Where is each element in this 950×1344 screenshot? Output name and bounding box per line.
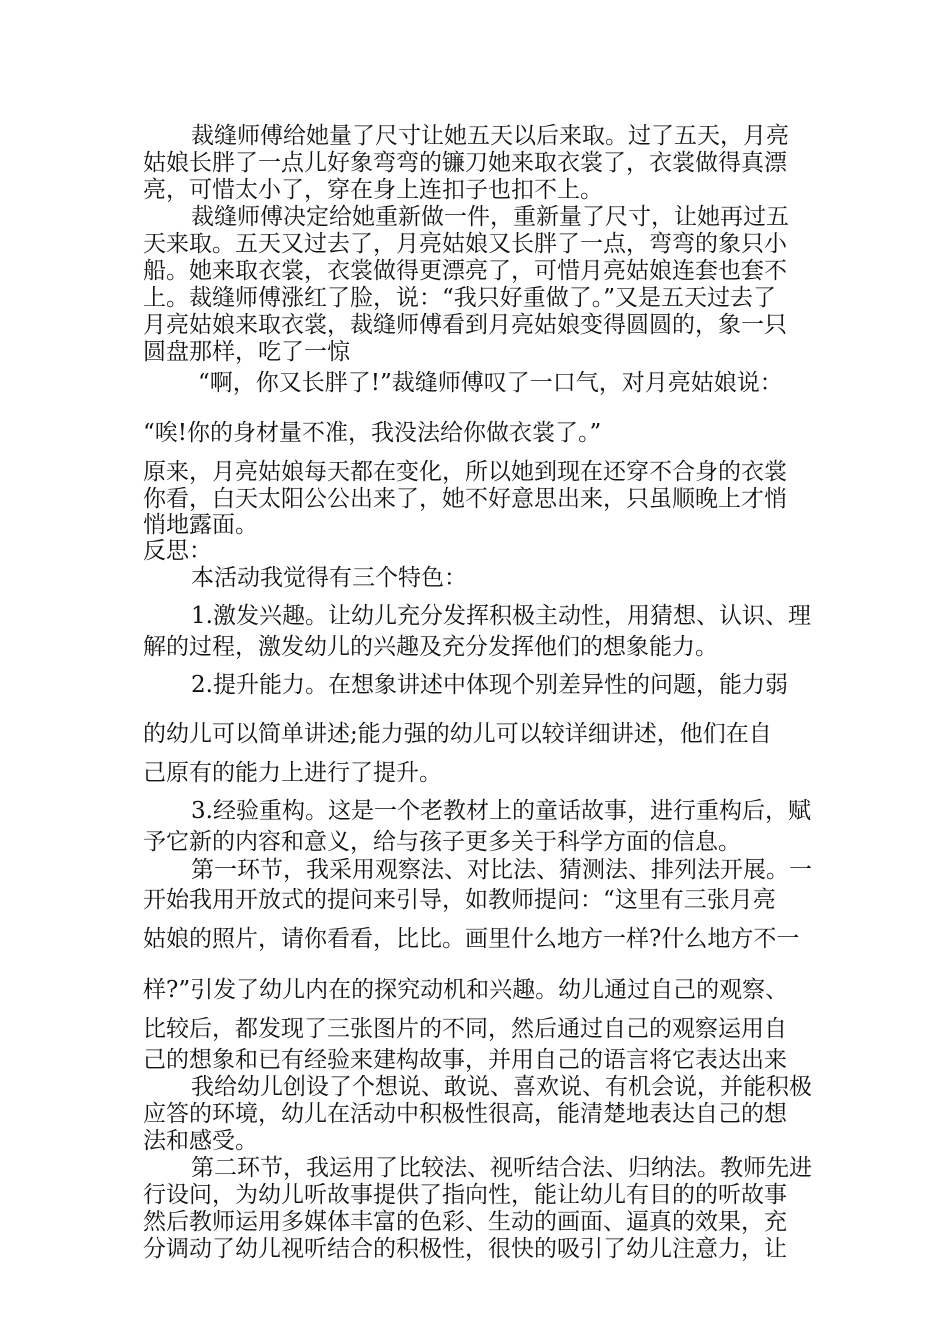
text-line: 己的想象和已有经验来建构故事，并用自己的语言将它表达出来	[143, 1047, 787, 1073]
text-line: 己原有的能力上进行了提升。	[143, 760, 442, 786]
text-line: 解的过程，激发幼儿的兴趣及充分发挥他们的想象能力。	[143, 634, 718, 660]
text-line: 姑娘长胖了一点儿好象弯弯的镰刀她来取衣裳了，衣裳做得真漂	[143, 150, 787, 176]
text-line: 原来，月亮姑娘每天都在变化，所以她到现在还穿不合身的衣裳	[143, 459, 787, 485]
text-line: 圆盘那样，吃了一惊	[143, 339, 350, 365]
text-line: 我给幼儿创设了个想说、敢说、喜欢说、有机会说，并能积极	[191, 1074, 812, 1100]
text-line: “唉!你的身材量不准，我没法给你做衣裳了。”	[143, 420, 602, 446]
text-line: 1.激发兴趣。让幼儿充分发挥积极主动性，用猜想、认识、理	[191, 603, 811, 629]
text-line: 月亮姑娘来取衣裳，裁缝师傅看到月亮姑娘变得圆圆的，象一只	[143, 312, 787, 338]
text-line: 予它新的内容和意义，给与孩子更多关于科学方面的信息。	[143, 829, 741, 855]
text-line: 裁缝师傅决定给她重新做一件，重新量了尺寸，让她再过五	[191, 204, 789, 230]
text-line: 样?”引发了幼儿内在的探究动机和兴趣。幼儿通过自己的观察、	[143, 977, 789, 1003]
text-line: 姑娘的照片，请你看看，比比。画里什么地方一样?什么地方不一	[143, 926, 800, 952]
text-line: 亮，可惜太小了，穿在身上连扣子也扣不上。	[143, 177, 603, 203]
text-line: 行设问，为幼儿听故事提供了指向性，能让幼儿有目的的听故事	[143, 1182, 787, 1208]
text-line: 2.提升能力。在想象讲述中体现个别差异性的问题，能力弱	[191, 672, 788, 698]
text-line: 的幼儿可以简单讲述;能力强的幼儿可以较详细讲述，他们在自	[143, 721, 772, 747]
text-line: 你看，白天太阳公公出来了，她不好意思出来，只虽顺晚上才悄	[143, 486, 787, 512]
text-line: 第二环节，我运用了比较法、视听结合法、归纳法。教师先进	[191, 1155, 812, 1181]
text-line: 第一环节，我采用观察法、对比法、猜测法、排列法开展。一	[191, 857, 812, 883]
text-line: 然后教师运用多媒体丰富的色彩、生动的画面、逼真的效果，充	[143, 1209, 787, 1235]
text-line: 船。她来取衣裳，衣裳做得更漂亮了，可惜月亮姑娘连套也套不	[143, 258, 787, 284]
text-line: 悄地露面。	[143, 512, 258, 538]
text-line: 分调动了幼儿视听结合的积极性，很快的吸引了幼儿注意力，让	[143, 1236, 787, 1262]
text-line: 比较后，都发现了三张图片的不同，然后通过自己的观察运用自	[143, 1016, 787, 1042]
text-line: “啊，你又长胖了!”裁缝师傅叹了一口气，对月亮姑娘说：	[198, 370, 783, 396]
text-line: 本活动我觉得有三个特色：	[191, 565, 467, 591]
text-line: 3.经验重构。这是一个老教材上的童话故事，进行重构后，赋	[191, 798, 811, 824]
text-line: 上。裁缝师傅涨红了脸，说：“我只好重做了。”又是五天过去了	[143, 285, 777, 311]
text-line: 天来取。五天又过去了，月亮姑娘又长胖了一点，弯弯的象只小	[143, 231, 787, 257]
text-line: 开始我用开放式的提问来引导，如教师提问：“这里有三张月亮	[143, 887, 776, 913]
text-line: 裁缝师傅给她量了尺寸让她五天以后来取。过了五天，月亮	[191, 123, 789, 149]
text-line: 法和感受。	[143, 1128, 258, 1154]
text-line: 应答的环境，幼儿在活动中积极性很高，能清楚地表达自己的想	[143, 1101, 787, 1127]
section-heading: 反思：	[143, 538, 212, 564]
